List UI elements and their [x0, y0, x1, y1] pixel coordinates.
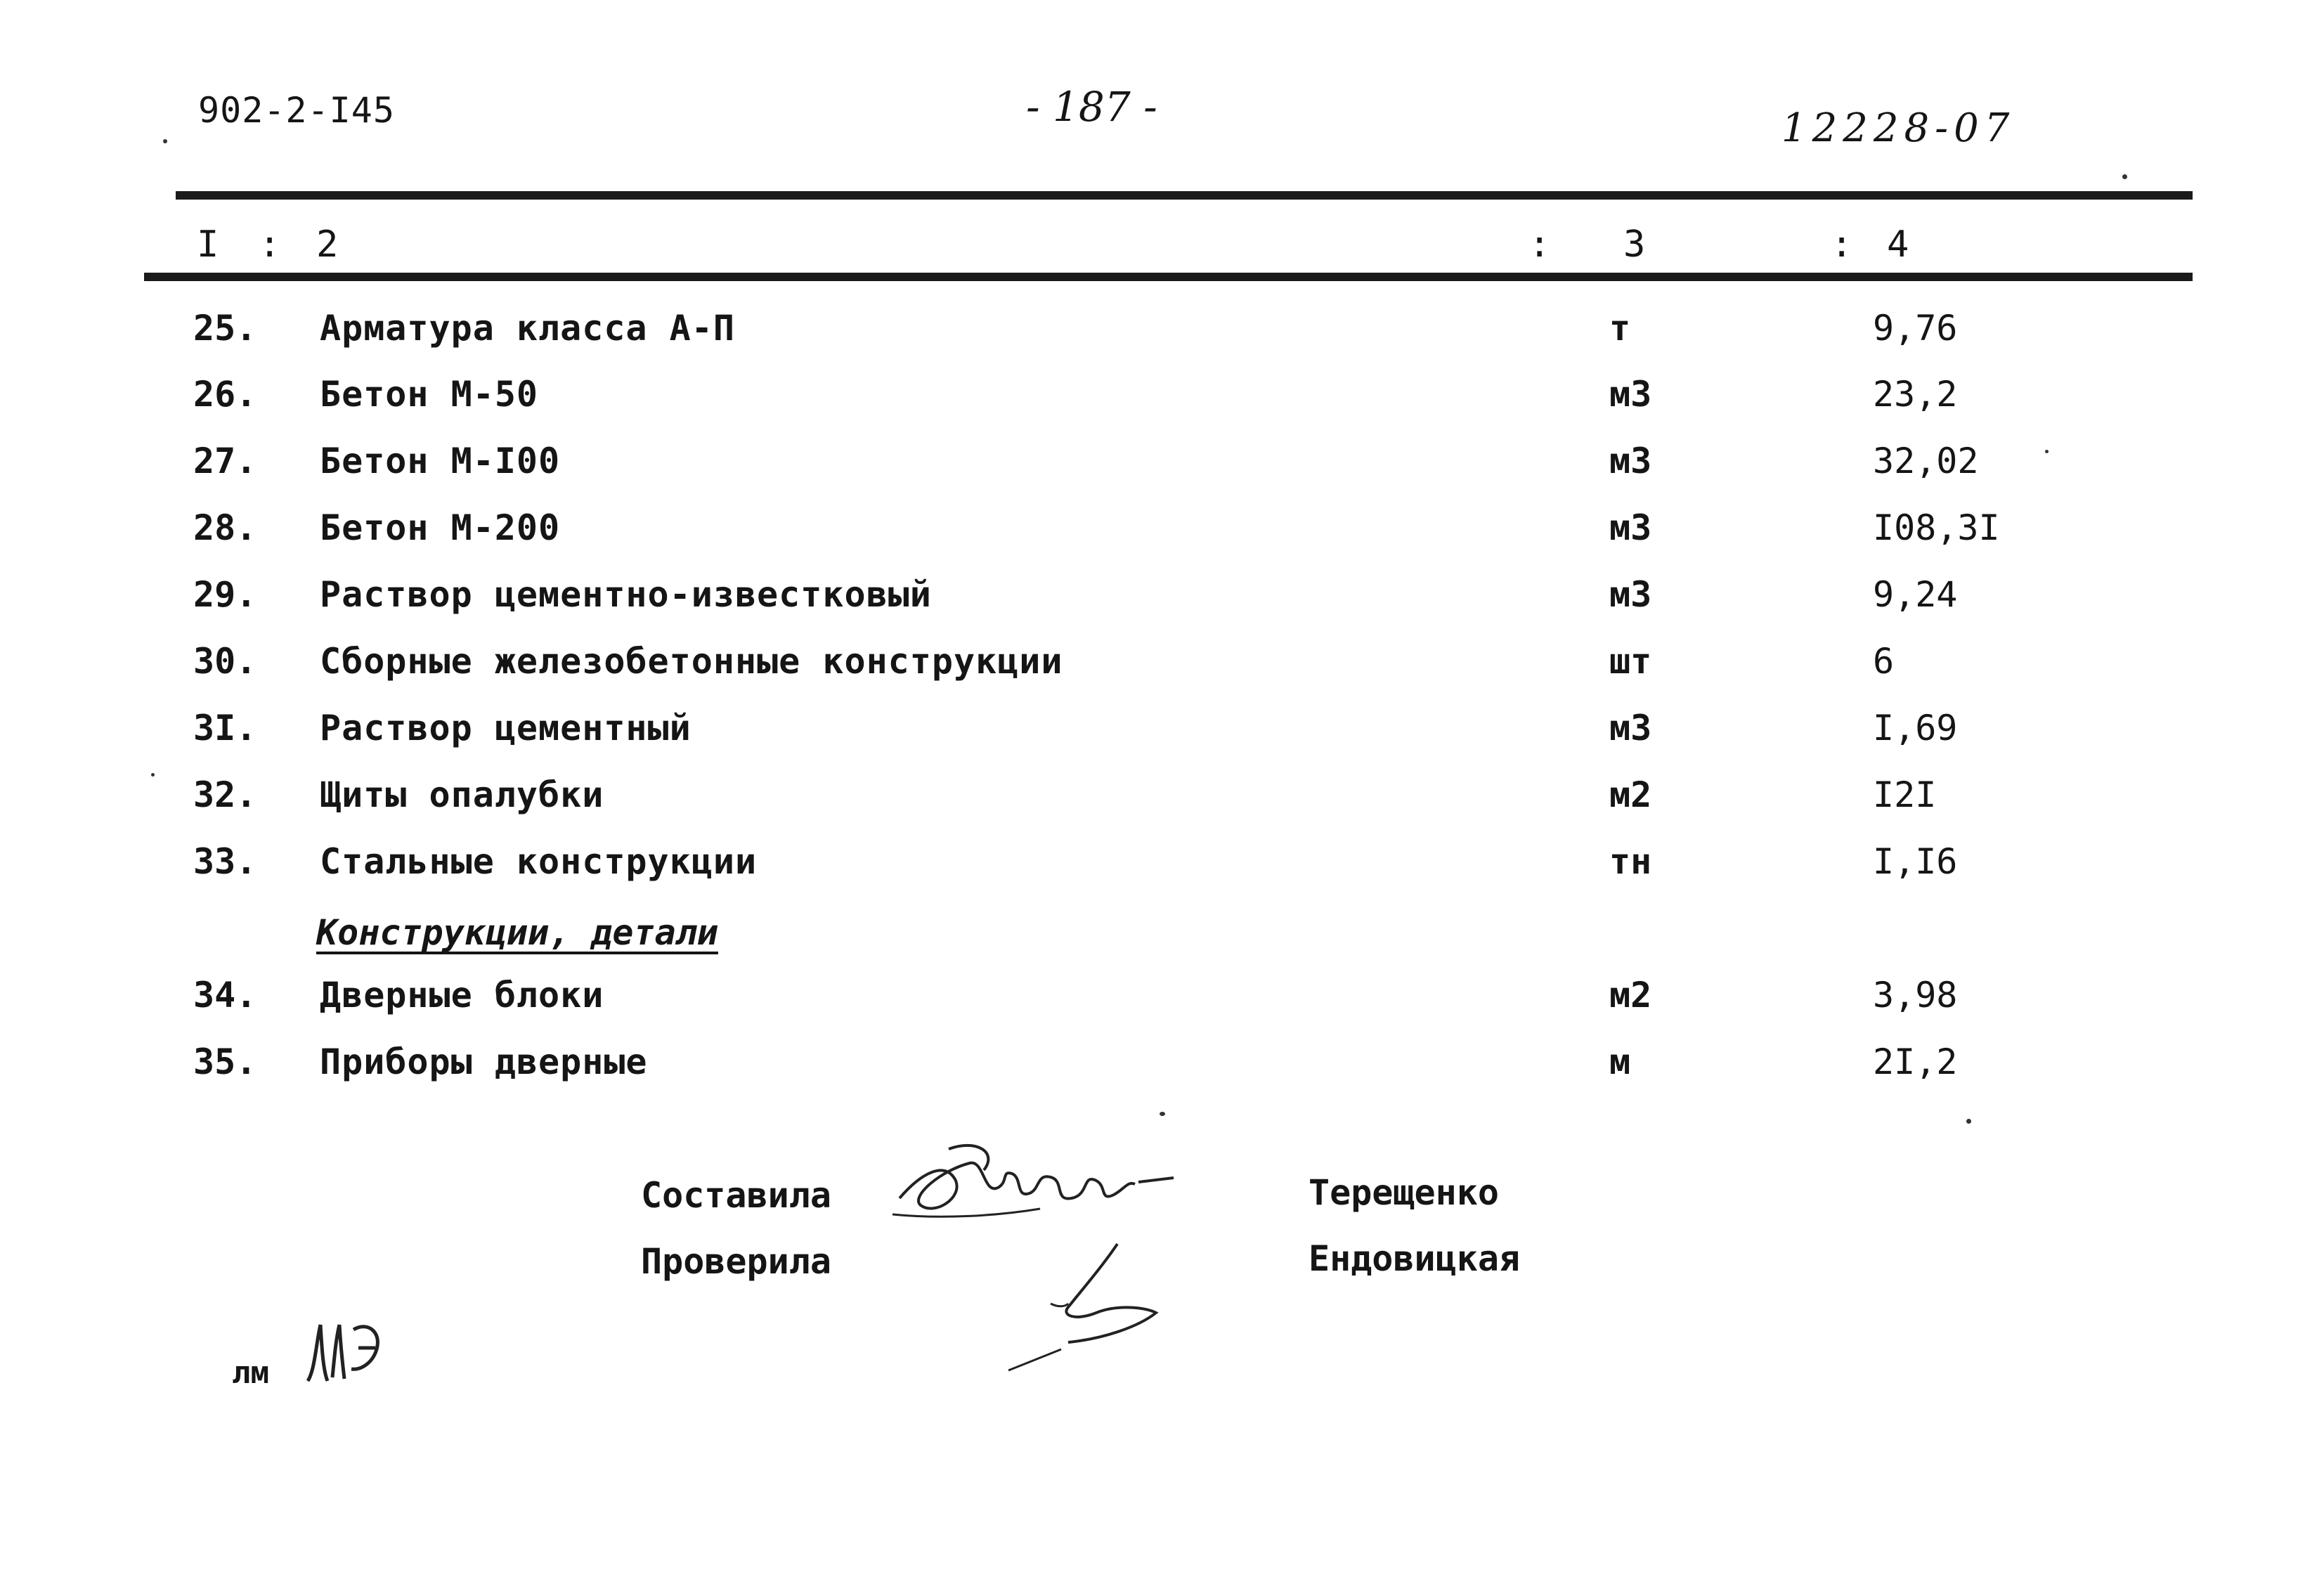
document-number: 12228-07	[1781, 105, 2015, 151]
row-quantity: I2I	[1873, 774, 1937, 815]
scan-speck	[1966, 1119, 1971, 1124]
column-separator: :	[1528, 223, 1551, 266]
compiled-by-name: Терещенко	[1309, 1172, 1499, 1213]
table-row	[0, 641, 2324, 697]
row-quantity: 2I,2	[1873, 1041, 1958, 1082]
row-name: Дверные блоки	[320, 975, 604, 1015]
row-name: Стальные конструкции	[320, 841, 758, 882]
column-header-1: I	[197, 223, 219, 266]
row-name: Бетон М-200	[320, 507, 561, 548]
compiled-by-label: Составила	[641, 1175, 831, 1216]
column-header-3: 3	[1623, 223, 1646, 266]
row-unit: м3	[1609, 507, 1652, 548]
row-quantity: I,69	[1873, 708, 1958, 748]
scan-speck	[2045, 450, 2049, 453]
row-number: 33.	[193, 841, 257, 882]
row-number: 27.	[193, 441, 257, 481]
page-number: - 187 -	[1026, 83, 1157, 131]
row-name: Раствор цементно-известковый	[320, 574, 932, 615]
row-quantity: 23,2	[1873, 374, 1958, 415]
column-header-2: 2	[316, 223, 339, 266]
handwritten-mark	[301, 1314, 385, 1391]
table-row	[0, 574, 2324, 630]
section-title: Конструкции, детали	[316, 912, 718, 953]
row-number: 29.	[193, 574, 257, 615]
row-unit: т	[1609, 308, 1631, 349]
row-quantity: 32,02	[1873, 441, 1979, 481]
column-separator: :	[259, 223, 281, 266]
row-quantity: 6	[1873, 641, 1895, 682]
row-number: 3I.	[193, 708, 257, 748]
table-row	[0, 441, 2324, 497]
row-quantity: I08,3I	[1873, 507, 2000, 548]
row-unit: м3	[1609, 708, 1652, 748]
table-row	[0, 975, 2324, 1031]
table-row	[0, 308, 2324, 364]
row-number: 28.	[193, 507, 257, 548]
row-name: Щиты опалубки	[320, 774, 604, 815]
scan-speck	[163, 139, 167, 143]
row-number: 34.	[193, 975, 257, 1015]
table-row	[0, 774, 2324, 831]
row-quantity: 3,98	[1873, 975, 1958, 1015]
document-code: 902-2-I45	[198, 90, 395, 131]
row-unit: шт	[1609, 641, 1652, 682]
top-rule	[176, 191, 2193, 200]
row-number: 25.	[193, 308, 257, 349]
checked-by-label: Проверила	[641, 1241, 831, 1282]
handwritten-signature-2	[998, 1237, 1167, 1377]
table-row	[0, 507, 2324, 564]
row-unit: м2	[1609, 975, 1652, 1015]
table-row	[0, 708, 2324, 764]
row-unit: м3	[1609, 574, 1652, 615]
table-row	[0, 1041, 2324, 1098]
row-unit: м3	[1609, 441, 1652, 481]
row-name: Арматура класса А-П	[320, 308, 735, 349]
scan-speck	[151, 773, 155, 777]
column-header-4: 4	[1887, 223, 1909, 266]
table-row	[0, 841, 2324, 897]
checked-by-name: Ендовицкая	[1309, 1238, 1521, 1279]
scan-speck	[1160, 1112, 1165, 1116]
table-row	[0, 374, 2324, 430]
row-quantity: 9,24	[1873, 574, 1958, 615]
row-number: 30.	[193, 641, 257, 682]
mark-prefix: лм	[232, 1355, 269, 1391]
row-number: 35.	[193, 1041, 257, 1082]
row-number: 26.	[193, 374, 257, 415]
row-unit: м2	[1609, 774, 1652, 815]
row-unit: тн	[1609, 841, 1652, 882]
row-number: 32.	[193, 774, 257, 815]
scan-speck	[2122, 174, 2127, 179]
column-separator: :	[1831, 223, 1853, 266]
row-name: Приборы дверные	[320, 1041, 648, 1082]
row-name: Бетон М-I00	[320, 441, 561, 481]
row-name: Раствор цементный	[320, 708, 692, 748]
row-quantity: I,I6	[1873, 841, 1958, 882]
row-name: Сборные железобетонные конструкции	[320, 641, 1063, 682]
row-name: Бетон М-50	[320, 374, 539, 415]
row-unit: м	[1609, 1041, 1631, 1082]
row-quantity: 9,76	[1873, 308, 1958, 349]
handwritten-signature-1	[878, 1131, 1181, 1237]
row-unit: м3	[1609, 374, 1652, 415]
header-rule	[144, 273, 2193, 281]
